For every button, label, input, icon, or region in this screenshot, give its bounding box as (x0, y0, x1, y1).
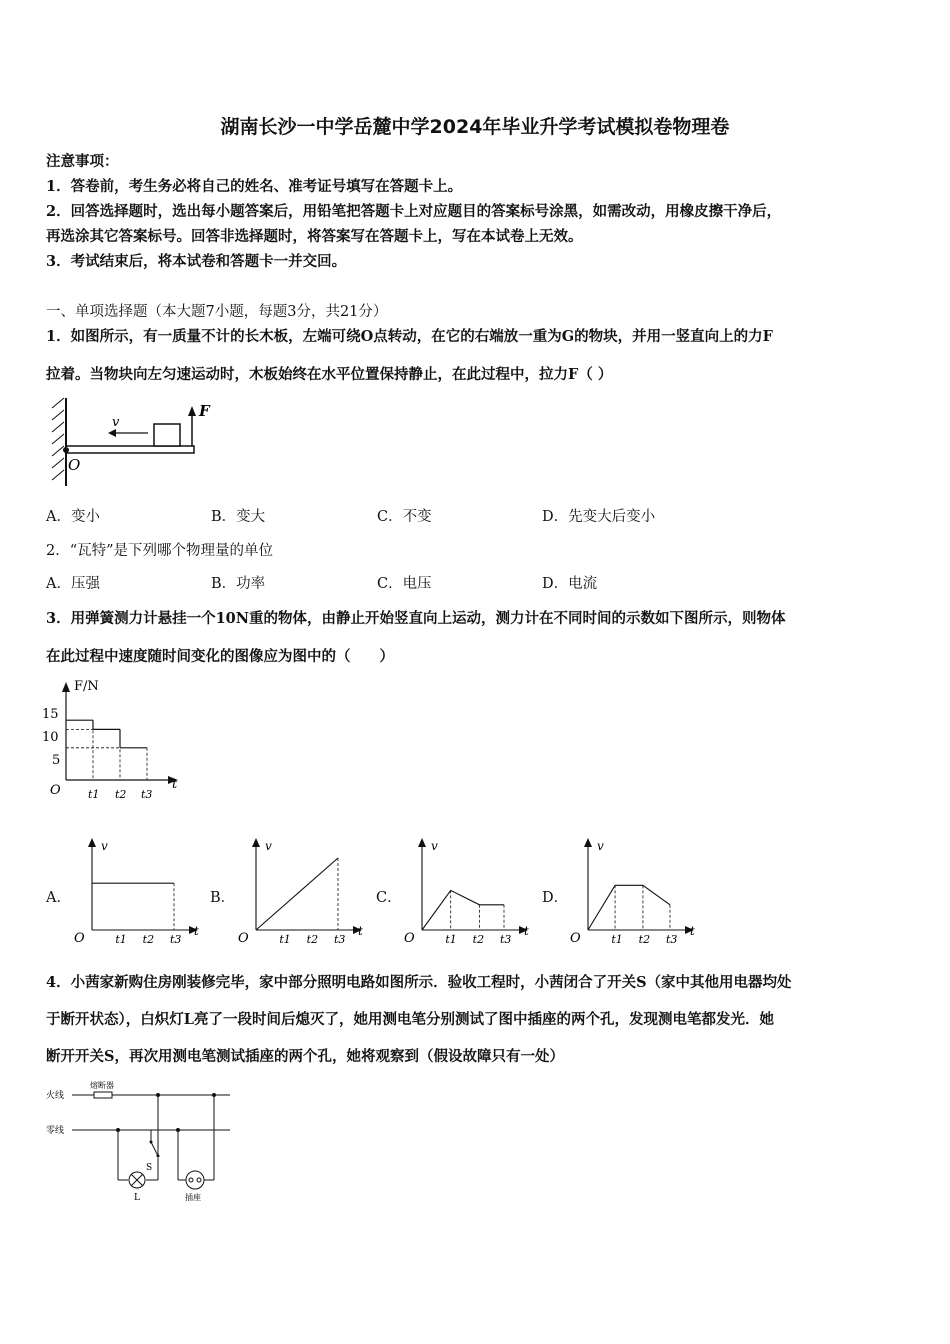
neutral-wire-label: 零线 (46, 1126, 65, 1136)
xtick-label: t3 (666, 933, 678, 946)
question-1-text: 1．如图所示，有一质量不计的长木板，左端可绕O点转动，在它的右端放一重为G的物块，并用一竖直向上的力F (46, 328, 773, 345)
vt-option-letter[interactable]: C． (376, 890, 402, 906)
question-4-text: 4．小茜家新购住房刚装修完毕，家中部分照明电路如图所示．验收工程时，小茜闭合了开关S（家中其他用电器均处 (46, 974, 792, 991)
velocity-curve (256, 858, 338, 930)
velocity-label: v (112, 415, 120, 430)
xtick-label: t1 (279, 933, 291, 946)
xtick-label: t1 (611, 933, 623, 946)
question-1-text: 拉着。当物块向左匀速运动时，木板始终在水平位置保持静止，在此过程中，拉力F（ ） (46, 366, 613, 383)
socket-label: 插座 (185, 1193, 201, 1202)
notice-heading: 注意事项： (46, 153, 119, 170)
notice-item: 2．回答选择题时，选出每小题答案后，用铅笔把答题卡上对应题目的答案标号涂黑，如需改动，用橡皮擦干净后， (46, 203, 782, 220)
notice-item: 1．答卷前，考生务必将自己的姓名、准考证号填写在答题卡上。 (46, 178, 463, 195)
origin-label: O (570, 931, 581, 946)
question-3-text: 3．用弹簧测力计悬挂一个10N重的物体，由静止开始竖直向上运动，测力计在不同时间的示数如下图所示，则物体 (46, 610, 786, 627)
force-time-graph (40, 676, 190, 806)
vt-graph[interactable] (70, 836, 200, 951)
vt-option-letter[interactable]: A． (46, 890, 71, 906)
velocity-curve (588, 885, 670, 930)
time-axis-label: t (172, 777, 178, 792)
lever-figure (44, 396, 244, 488)
ytick-label: 15 (42, 707, 59, 722)
option-a[interactable]: A．压强 (46, 576, 100, 592)
ytick-label: 5 (52, 753, 61, 768)
lamp-label: L (134, 1193, 140, 1203)
xtick-label: t2 (115, 788, 127, 801)
question-3-text: 在此过程中速度随时间变化的图像应为图中的（ ） (46, 648, 394, 665)
question-2-text: 2．“瓦特”是下列哪个物理量的单位 (46, 543, 274, 559)
xtick-label: t3 (170, 933, 182, 946)
live-wire-label: 火线 (46, 1091, 65, 1101)
switch-label: S (146, 1163, 153, 1173)
option-c[interactable]: C．电压 (377, 576, 432, 592)
origin-label: O (74, 931, 85, 946)
t-axis-label: t (358, 924, 363, 938)
question-4-text: 断开开关S，再次用测电笔测试插座的两个孔，她将观察到（假设故障只有一处） (46, 1048, 564, 1065)
xtick-label: t1 (88, 788, 100, 801)
xtick-label: t2 (306, 933, 319, 946)
xtick-label: t2 (638, 933, 651, 946)
section-heading: 一、单项选择题（本大题7小题，每题3分，共21分） (46, 304, 388, 320)
option-d[interactable]: D．电流 (542, 576, 598, 592)
page-title: 湖南长沙一中学岳麓中学2024年毕业升学考试模拟卷物理卷 (220, 116, 730, 138)
xtick-label: t2 (142, 933, 155, 946)
xtick-label: t2 (472, 933, 485, 946)
option-d[interactable]: D．先变大后变小 (542, 509, 656, 525)
xtick-label: t1 (115, 933, 127, 946)
notice-item: 3．考试结束后，将本试卷和答题卡一并交回。 (46, 253, 347, 270)
force-label: F (199, 402, 210, 420)
force-axis-label: F/N (74, 679, 99, 694)
xtick-label: t1 (445, 933, 457, 946)
vt-option-letter[interactable]: B． (210, 890, 236, 906)
vt-option-letter[interactable]: D． (542, 890, 569, 906)
origin-label: O (404, 931, 415, 946)
question-4-text: 于断开状态），白炽灯L亮了一段时间后熄灭了，她用测电笔分别测试了图中插座的两个孔，发现测电笔都发光．她 (46, 1011, 774, 1028)
xtick-label: t3 (334, 933, 346, 946)
ytick-label: 10 (42, 730, 59, 745)
vt-graph[interactable] (234, 836, 364, 951)
vt-graph[interactable] (566, 836, 696, 951)
v-axis-label: v (597, 839, 604, 853)
origin-label: O (50, 783, 61, 798)
v-axis-label: v (101, 839, 108, 853)
notice-item: 再选涂其它答案标号。回答非选择题时，将答案写在答题卡上，写在本试卷上无效。 (46, 228, 583, 245)
fuse-label: 熔断器 (90, 1081, 114, 1090)
pivot-label: O (68, 456, 81, 474)
option-b[interactable]: B．功率 (211, 576, 266, 592)
origin-label: O (238, 931, 249, 946)
t-axis-label: t (690, 924, 695, 938)
t-axis-label: t (194, 924, 199, 938)
xtick-label: t3 (500, 933, 512, 946)
option-b[interactable]: B．变大 (211, 509, 266, 525)
xtick-label: t3 (141, 788, 153, 801)
velocity-curve (422, 890, 504, 930)
circuit-diagram (44, 1080, 244, 1205)
t-axis-label: t (524, 924, 529, 938)
option-a[interactable]: A．变小 (46, 509, 100, 525)
v-axis-label: v (265, 839, 272, 853)
vt-graph[interactable] (400, 836, 530, 951)
v-axis-label: v (431, 839, 438, 853)
option-c[interactable]: C．不变 (377, 509, 432, 525)
